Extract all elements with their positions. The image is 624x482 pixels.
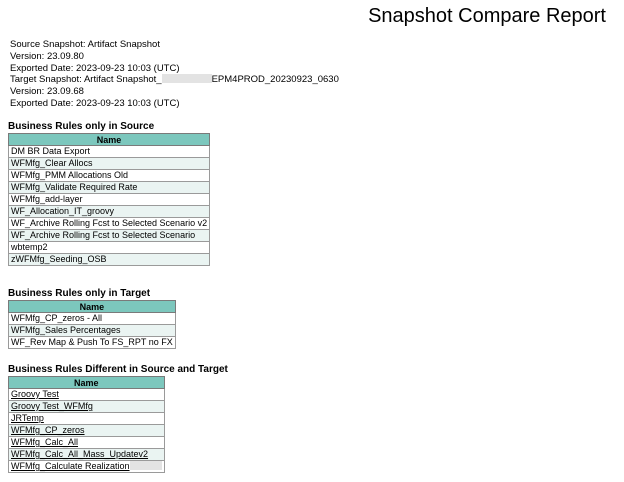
rule-name-cell: WFMfg_CP_zeros - All (9, 313, 176, 325)
table-row (9, 437, 165, 449)
rule-name-cell (9, 389, 165, 401)
rule-link[interactable]: JRTemp (11, 413, 44, 423)
table-row (9, 170, 210, 182)
rule-name-cell: WF_Archive Rolling Fcst to Selected Scenario v2 (9, 218, 210, 230)
redacted-block (130, 461, 162, 470)
rule-link[interactable]: WFMfg_Calculate Realization (11, 461, 130, 471)
rule-link[interactable]: Groovy Test_WFMfg (11, 401, 93, 411)
different-table (8, 376, 165, 473)
rule-name-cell: WF_Rev Map & Push To FS_RPT no FX (9, 337, 176, 349)
rule-link[interactable]: WFMfg_CP_zeros (11, 425, 85, 435)
table-row (9, 218, 210, 230)
table-row (9, 461, 165, 473)
rule-link[interactable]: WFMfg_Calc_All_Mass_Updatev2 (11, 449, 149, 459)
target-snapshot-info (10, 74, 339, 110)
table-row (9, 242, 210, 254)
table-row (9, 254, 210, 266)
target-snapshot-suffix: EPM4PROD_20230923_0630 (211, 74, 339, 85)
rule-name-cell: WFMfg_PMM Allocations Old (9, 170, 210, 182)
source-version: Version: 23.09.80 (10, 51, 84, 62)
rule-name-cell: WFMfg_add-layer (9, 194, 210, 206)
source-snapshot-name: Source Snapshot: Artifact Snapshot (10, 39, 160, 50)
table-row (9, 158, 210, 170)
column-header-name: Name (9, 377, 165, 389)
table-row (9, 194, 210, 206)
table-row (9, 146, 210, 158)
table-row (9, 325, 176, 337)
rule-name-cell: DM BR Data Export (9, 146, 210, 158)
target-snapshot-name (10, 74, 339, 86)
table-row (9, 206, 210, 218)
column-header-name: Name (9, 134, 210, 146)
rule-name-cell (9, 425, 165, 437)
rule-name-cell: wbtemp2 (9, 242, 210, 254)
report-title: Snapshot Compare Report (368, 5, 606, 27)
target-snapshot-prefix: Target Snapshot: Artifact Snapshot_ (10, 74, 162, 85)
section-heading-only-source: Business Rules only in Source (8, 121, 155, 132)
table-row (9, 337, 176, 349)
table-row (9, 389, 165, 401)
table-row (9, 313, 176, 325)
table-row (9, 413, 165, 425)
rule-name-cell: WF_Allocation_IT_groovy (9, 206, 210, 218)
rule-name-cell (9, 461, 165, 473)
rule-name-cell: zWFMfg_Seeding_OSB (9, 254, 210, 266)
rule-name-cell (9, 449, 165, 461)
rule-name-cell: WFMfg_Validate Required Rate (9, 182, 210, 194)
rule-link[interactable]: Groovy Test (11, 389, 59, 399)
rule-name-cell (9, 401, 165, 413)
only-source-table (8, 133, 210, 266)
table-row (9, 401, 165, 413)
target-version: Version: 23.09.68 (10, 86, 84, 97)
table-row (9, 425, 165, 437)
source-snapshot-info (10, 39, 180, 75)
rule-name-cell: WFMfg_Clear Allocs (9, 158, 210, 170)
rule-link[interactable]: WFMfg_Calc_All (11, 437, 79, 447)
target-exported-date: Exported Date: 2023-09-23 10:03 (UTC) (10, 98, 180, 109)
section-heading-different: Business Rules Different in Source and Target (8, 364, 228, 375)
table-row (9, 182, 210, 194)
column-header-name: Name (9, 301, 176, 313)
rule-name-cell: WF_Archive Rolling Fcst to Selected Scenario (9, 230, 210, 242)
table-row (9, 449, 165, 461)
section-heading-only-target: Business Rules only in Target (8, 288, 151, 299)
table-row (9, 230, 210, 242)
rule-name-cell (9, 437, 165, 449)
redacted-block (162, 74, 212, 83)
only-target-table (8, 300, 176, 349)
rule-name-cell: WFMfg_Sales Percentages (9, 325, 176, 337)
source-exported-date: Exported Date: 2023-09-23 10:03 (UTC) (10, 63, 180, 74)
rule-name-cell (9, 413, 165, 425)
